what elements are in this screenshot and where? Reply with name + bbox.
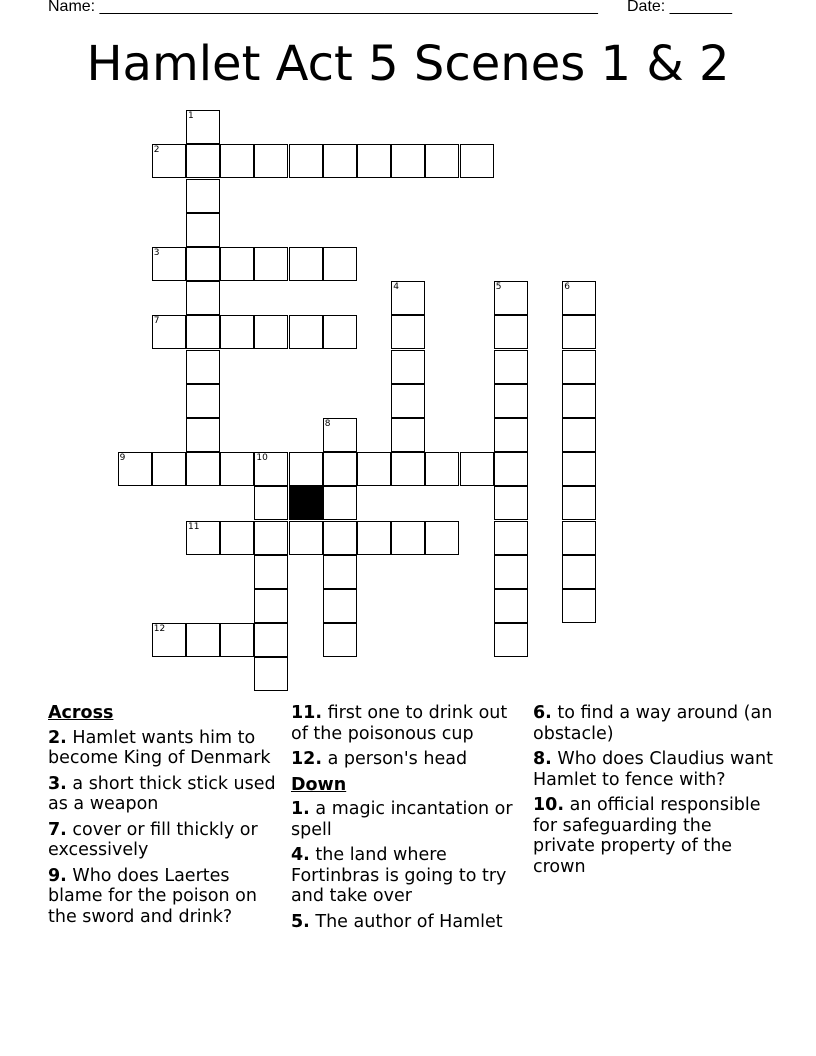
crossword-cell[interactable]	[186, 179, 220, 213]
crossword-cell[interactable]	[323, 486, 357, 520]
crossword-cell[interactable]	[391, 281, 425, 315]
crossword-cell[interactable]	[562, 521, 596, 555]
clue-text: cover or fill thickly or excessively	[48, 819, 258, 860]
clue-number: 10	[256, 453, 268, 464]
crossword-cell[interactable]	[494, 384, 528, 418]
crossword-cell[interactable]	[186, 110, 220, 144]
crossword-cell[interactable]	[289, 452, 323, 486]
crossword-cell[interactable]	[494, 418, 528, 452]
down-heading: Down	[291, 774, 347, 795]
crossword-cell[interactable]	[425, 521, 459, 555]
crossword-cell[interactable]	[289, 144, 323, 178]
crossword-cell[interactable]	[494, 555, 528, 589]
crossword-cell[interactable]	[152, 623, 186, 657]
page-title: Hamlet Act 5 Scenes 1 & 2	[86, 36, 730, 92]
clue-number: 12	[153, 624, 166, 635]
crossword-cell[interactable]	[152, 247, 186, 281]
clue-number-label: 1.	[291, 799, 310, 819]
clue-item	[48, 820, 278, 861]
crossword-cell[interactable]	[152, 315, 186, 349]
crossword-cell[interactable]	[289, 521, 323, 555]
crossword-cell[interactable]	[562, 452, 596, 486]
crossword-cell[interactable]	[494, 589, 528, 623]
crossword-cell[interactable]	[254, 657, 288, 691]
crossword-cell[interactable]	[494, 623, 528, 657]
clue-number-label: 4.	[291, 845, 310, 865]
clue-text: the land where Fortinbras is going to try and take over	[291, 845, 507, 906]
crossword-cell[interactable]	[562, 589, 596, 623]
crossword-cell[interactable]	[357, 144, 391, 178]
crossword-cell[interactable]	[357, 521, 391, 555]
name-field-label: Name: ________________________________________________________	[48, 0, 598, 15]
crossword-cell[interactable]	[186, 623, 220, 657]
crossword-cell[interactable]	[562, 281, 596, 315]
clue-number: 4	[393, 282, 399, 293]
clue-item	[291, 703, 527, 744]
clue-item	[291, 845, 527, 907]
crossword-cell[interactable]	[323, 247, 357, 281]
crossword-cell[interactable]	[494, 452, 528, 486]
crossword-cell[interactable]	[460, 144, 494, 178]
crossword-cell[interactable]	[357, 452, 391, 486]
crossword-cell[interactable]	[186, 452, 220, 486]
clue-number-label: 7.	[48, 819, 67, 840]
crossword-cell[interactable]	[254, 247, 288, 281]
clue-text: first one to drink out of the poisonous cup	[291, 703, 508, 744]
date-field-label: Date: _______	[627, 0, 732, 15]
crossword-cell[interactable]	[460, 452, 494, 486]
clue-item	[48, 866, 278, 928]
clue-text: Who does Laertes blame for the poison on the sword and drink?	[48, 865, 257, 927]
clue-number-label: 5.	[291, 911, 310, 932]
crossword-cell[interactable]	[494, 281, 528, 315]
crossword-cell[interactable]	[323, 521, 357, 555]
crossword-cell[interactable]	[152, 452, 186, 486]
clue-text: The author of Hamlet	[315, 911, 503, 932]
crossword-cell[interactable]	[323, 144, 357, 178]
crossword-cell[interactable]	[254, 452, 288, 486]
crossword-cell[interactable]	[562, 315, 596, 349]
crossword-cell[interactable]	[152, 144, 186, 178]
crossword-cell[interactable]	[186, 521, 220, 555]
crossword-cell[interactable]	[220, 521, 254, 555]
crossword-cell[interactable]	[186, 281, 220, 315]
clue-number: 6	[564, 282, 570, 293]
crossword-cell[interactable]	[494, 315, 528, 349]
crossword-cell[interactable]	[186, 213, 220, 247]
crossword-cell[interactable]	[254, 315, 288, 349]
crossword-cell[interactable]	[323, 555, 357, 589]
crossword-cell[interactable]	[254, 589, 288, 623]
clue-text: to find a way around (an obstacle)	[533, 703, 773, 744]
clue-number: 1	[188, 111, 194, 122]
crossword-cell[interactable]	[323, 589, 357, 623]
crossword-cell[interactable]	[391, 315, 425, 349]
crossword-cell[interactable]	[220, 247, 254, 281]
crossword-cell[interactable]	[220, 315, 254, 349]
clue-number: 11	[188, 521, 200, 532]
clue-item	[48, 728, 278, 769]
crossword-cell[interactable]	[323, 452, 357, 486]
clue-column-2	[291, 703, 527, 937]
clue-number-label: 3.	[48, 773, 67, 794]
clue-item	[291, 799, 527, 840]
clue-number-label: 12.	[291, 749, 323, 769]
crossword-cell[interactable]	[220, 144, 254, 178]
crossword-cell[interactable]	[425, 144, 459, 178]
clue-number-label: 10.	[533, 795, 565, 815]
clue-text: Hamlet wants him to become King of Denmark	[48, 727, 271, 768]
clue-text: a short thick stick used as a weapon	[48, 773, 276, 814]
crossword-cell[interactable]	[391, 384, 425, 418]
clue-column-1	[48, 703, 278, 932]
clue-number: 9	[119, 453, 126, 464]
clue-number: 7	[153, 316, 160, 327]
clue-number: 8	[324, 419, 331, 429]
clue-item	[533, 749, 773, 790]
across-heading: Across	[48, 703, 114, 723]
crossword-cell[interactable]	[562, 418, 596, 452]
crossword-cell[interactable]	[186, 384, 220, 418]
clue-item	[291, 749, 527, 770]
crossword-cell[interactable]	[391, 144, 425, 178]
crossword-cell[interactable]	[289, 315, 323, 349]
crossword-cell[interactable]	[562, 486, 596, 520]
clue-number: 5	[495, 282, 502, 293]
crossword-cell[interactable]	[494, 521, 528, 555]
blocked-cell	[289, 486, 323, 520]
clue-text: a person's head	[327, 749, 468, 769]
crossword-cell[interactable]	[391, 350, 425, 384]
clue-item	[48, 774, 278, 815]
crossword-cell[interactable]	[323, 418, 357, 452]
crossword-cell[interactable]	[254, 521, 288, 555]
clue-number: 2	[153, 145, 160, 156]
crossword-cell[interactable]	[254, 623, 288, 657]
clue-item	[291, 912, 527, 933]
clue-number-label: 8.	[533, 749, 552, 769]
clue-column-3	[533, 703, 773, 882]
crossword-cell[interactable]	[220, 452, 254, 486]
crossword-cell[interactable]	[220, 623, 254, 657]
crossword-cell[interactable]	[323, 315, 357, 349]
clue-text: Who does Claudius want Hamlet to fence with?	[533, 749, 773, 790]
crossword-cell[interactable]	[254, 144, 288, 178]
crossword-cell[interactable]	[118, 452, 152, 486]
crossword-cell[interactable]	[186, 350, 220, 384]
crossword-cell[interactable]	[494, 486, 528, 520]
crossword-cell[interactable]	[562, 384, 596, 418]
clue-number-label: 6.	[533, 703, 552, 723]
clue-text: an official responsible for safeguarding the private property of the crown	[533, 795, 761, 877]
crossword-cell[interactable]	[254, 555, 288, 589]
crossword-cell[interactable]	[254, 486, 288, 520]
clue-number: 3	[153, 248, 160, 258]
clue-text: a magic incantation or spell	[291, 799, 513, 840]
crossword-cell[interactable]	[494, 350, 528, 384]
crossword-cell[interactable]	[186, 315, 220, 349]
clue-number-label: 11.	[291, 703, 323, 723]
clue-item	[533, 795, 773, 877]
crossword-cell[interactable]	[391, 452, 425, 486]
clue-number-label: 2.	[48, 727, 67, 748]
clue-item	[533, 703, 773, 744]
crossword-cell[interactable]	[289, 247, 323, 281]
crossword-cell[interactable]	[562, 555, 596, 589]
crossword-cell[interactable]	[391, 521, 425, 555]
crossword-cell[interactable]	[562, 350, 596, 384]
crossword-cell[interactable]	[391, 418, 425, 452]
crossword-cell[interactable]	[186, 418, 220, 452]
crossword-cell[interactable]	[186, 247, 220, 281]
crossword-cell[interactable]	[323, 623, 357, 657]
clue-number-label: 9.	[48, 865, 67, 886]
crossword-cell[interactable]	[186, 144, 220, 178]
crossword-cell[interactable]	[425, 452, 459, 486]
